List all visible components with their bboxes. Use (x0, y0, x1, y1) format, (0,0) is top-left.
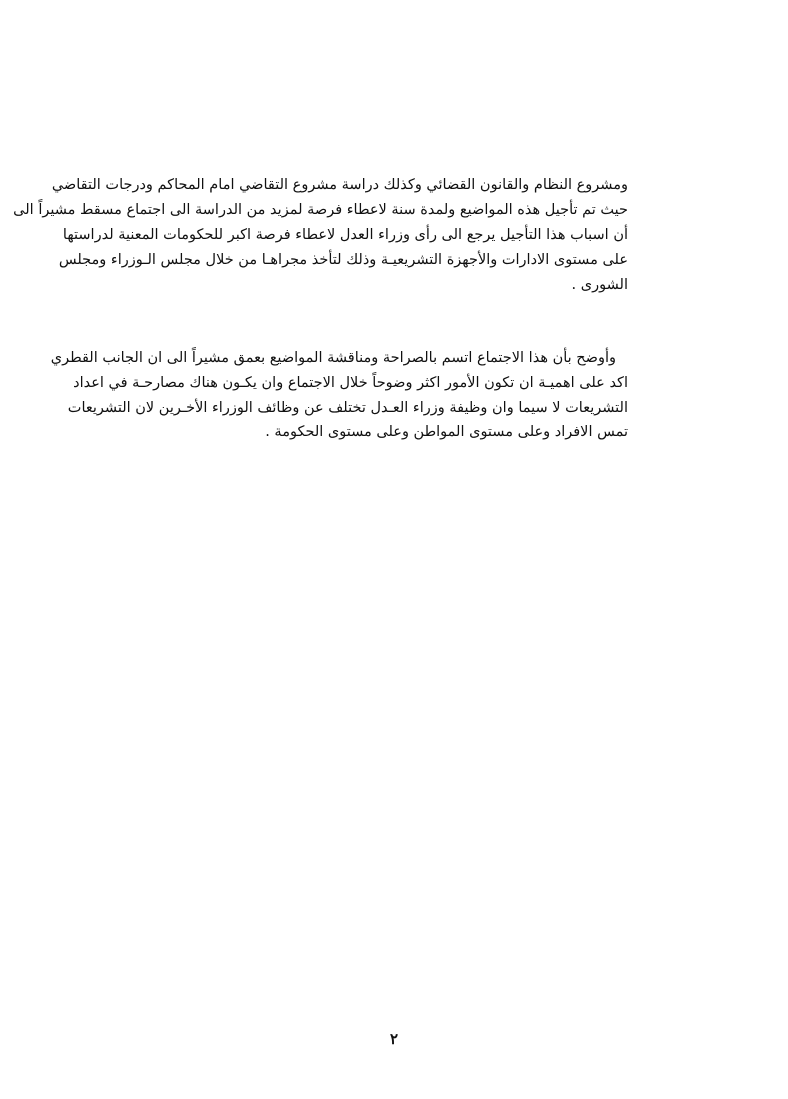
text-line: الشورى . (571, 277, 628, 293)
text-line: ومشروع النظام والقانون القضائي وكذلك دراسة مشروع التقاضي امام المحاكم ودرجات التقاضي (51, 177, 628, 193)
text-line: اكد على اهميـة ان تكون الأمور اكثر وضوحاً خلال الاجتماع وان يكـون هناك مصارحـة في اعداد (73, 375, 628, 391)
text-line: تمس الافراد وعلى مستوى المواطن وعلى مستوى الحكومة . (265, 424, 628, 440)
text-line: وأوضح بأن هذا الاجتماع اتسم بالصراحة ومناقشة المواضيع بعمق مشيراً الى ان الجانب القطري (50, 350, 616, 366)
page-number: ٢ (389, 1030, 399, 1048)
text-line: أن اسباب هذا التأجيل يرجع الى رأى وزراء العدل لاعطاء فرصة اكبر للحكومات المعنية لدراستها (62, 227, 628, 243)
text-line: على مستوى الادارات والأجهزة التشريعيـة وذلك لتأخذ مجراهـا من خلال مجلس الـوزراء ومجلس (58, 252, 628, 268)
text-line: التشريعات لا سيما وان وظيفة وزراء العـدل تختلف عن وظائف الوزراء الأخـرين لان التشريعات (67, 400, 628, 416)
text-line: حيث تم تأجيل هذه المواضيع ولمدة سنة لاعطاء فرصة لمزيد من الدراسة الى اجتماع مسقط مشيراً الى (13, 202, 628, 218)
